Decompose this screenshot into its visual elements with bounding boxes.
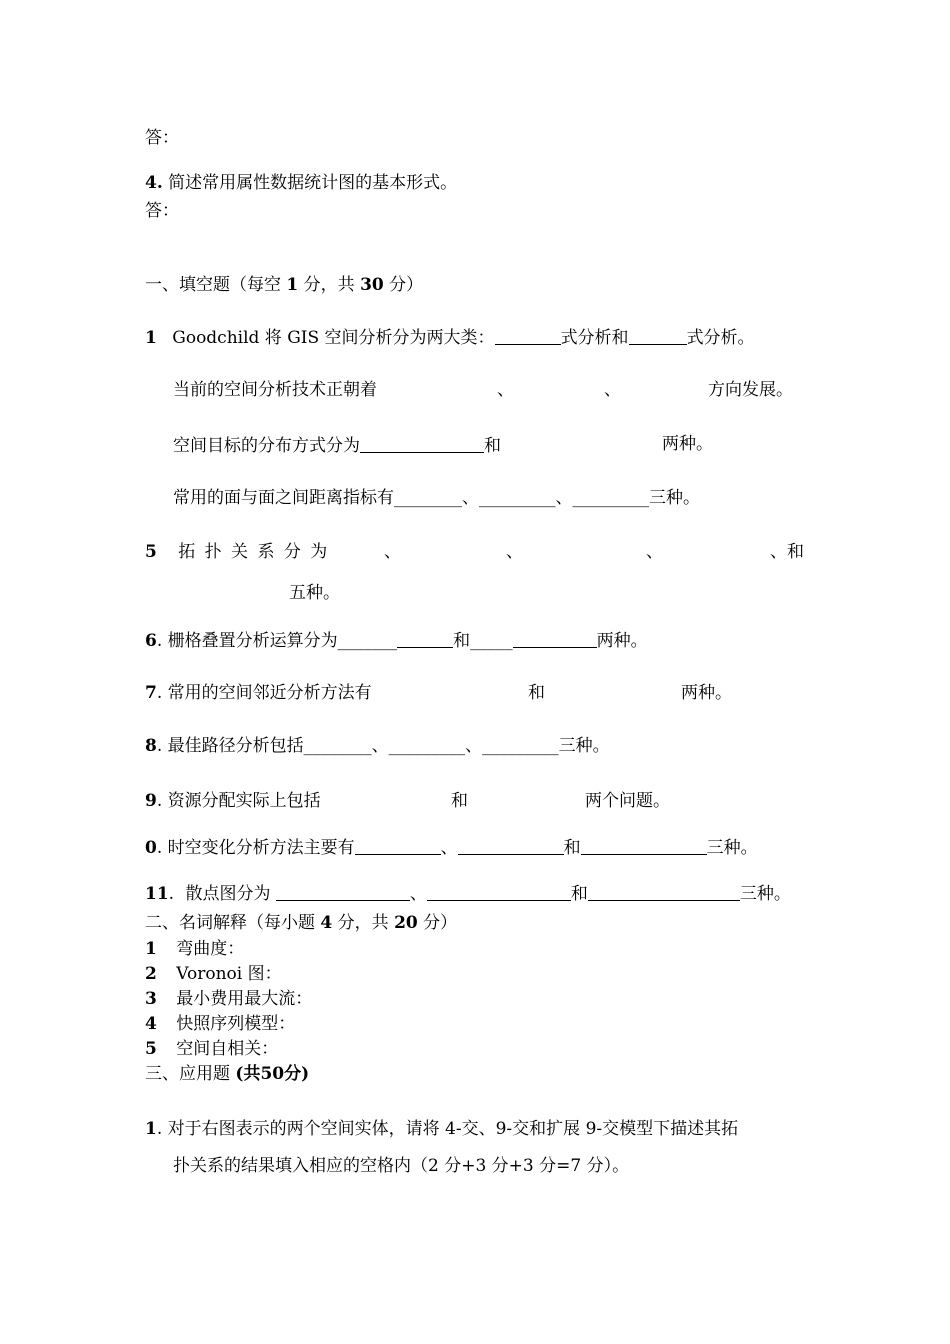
fill-1-text: 和 — [484, 436, 501, 456]
section-2-title-text: 分，共 — [337, 913, 389, 933]
fill-8-dot: . — [156, 736, 163, 756]
fill-1-blank-2[interactable] — [629, 328, 687, 345]
fill-10-text: 时空变化分析方法主要有 — [167, 838, 355, 858]
fill-11-text: 三种。 — [739, 884, 791, 904]
fill-10-blank-3[interactable] — [581, 838, 707, 855]
fill-6-blank-1a[interactable]: _______ — [337, 631, 398, 651]
fill-5-separator: 、 — [646, 542, 663, 562]
fill-11-blank-1[interactable] — [276, 884, 410, 901]
fill-5-number: 5 — [145, 542, 157, 562]
fill-1-line-2: 当前的空间分析技术正朝着 — [173, 380, 377, 400]
fill-9-text: 资源分配实际上包括 — [167, 791, 321, 811]
term-item — [145, 1016, 295, 1033]
fill-8-blank-1[interactable]: ________ — [303, 736, 372, 756]
term-text: Voronoi 图： — [176, 964, 282, 984]
section-1-points-per-blank: 1 — [286, 275, 299, 295]
fill-7-dot: . — [156, 683, 163, 703]
fill-1-separator: 、 — [555, 488, 573, 508]
fill-7-number: 7 — [145, 683, 157, 703]
section-1-total-points: 30 — [360, 275, 384, 295]
fill-1-text: 式分析。 — [686, 328, 755, 348]
fill-1-line-3 — [173, 436, 501, 455]
fill-6-blank-2b[interactable] — [513, 631, 597, 648]
fill-6-text: 栅格叠置分析运算分为 — [167, 631, 338, 651]
fill-10-text: 三种。 — [706, 838, 758, 858]
section-3-title-text: 分) — [284, 1064, 310, 1084]
fill-7-text: 两种。 — [681, 683, 732, 703]
section-3-title-text: (共 — [235, 1064, 261, 1084]
fill-5-tail: 五种。 — [289, 583, 340, 603]
fill-1-number: 1 — [145, 328, 157, 348]
fill-8-blank-3[interactable]: _________ — [482, 736, 559, 756]
app-1-text-line-2: 扑关系的结果填入相应的空格内（2 分+3 分+3 分=7 分）。 — [173, 1156, 630, 1176]
term-number: 3 — [145, 989, 157, 1009]
fill-10-blank-1[interactable] — [355, 838, 441, 855]
section-3-title-text: 三、应用题 — [145, 1064, 230, 1084]
fill-11-number: 11 — [145, 884, 169, 904]
app-1-text-line-1: 对于右图表示的两个空间实体，请将 4-交、9-交和扩展 9-交模型下描述其拓 — [167, 1119, 739, 1139]
fill-1-text: 空间目标的分布方式分为 — [173, 436, 360, 456]
term-number: 4 — [145, 1014, 157, 1034]
fill-11-text: 散点图分为 — [185, 884, 271, 904]
fill-question-11 — [145, 884, 791, 903]
fill-6-number: 6 — [145, 631, 157, 651]
term-number: 5 — [145, 1039, 157, 1059]
question-4-text: 简述常用属性数据统计图的基本形式。 — [168, 173, 458, 193]
fill-1-blank-3[interactable] — [360, 436, 484, 453]
term-text: 空间自相关： — [176, 1039, 279, 1059]
question-4-answer: 答： — [145, 201, 179, 221]
term-number: 2 — [145, 964, 157, 984]
fill-7-text: 常用的空间邻近分析方法有 — [167, 683, 372, 703]
answer-label: 答： — [145, 128, 179, 148]
fill-1-text: 两种。 — [662, 434, 713, 454]
section-2-points-each: 4 — [320, 913, 333, 933]
fill-5-text: 拓 扑 关 系 分 为 — [178, 542, 330, 562]
fill-1-blank-1[interactable] — [495, 328, 561, 345]
fill-1-blank-5[interactable]: _________ — [479, 488, 556, 508]
fill-8-text: 三种。 — [558, 736, 610, 756]
section-1-title — [145, 277, 423, 294]
term-item — [145, 991, 312, 1008]
fill-1-separator: 、 — [462, 488, 479, 508]
term-item — [145, 1041, 278, 1058]
fill-question-1 — [145, 328, 755, 347]
app-1-dot: . — [156, 1119, 163, 1139]
fill-11-separator: 、 — [409, 884, 427, 904]
app-1-number: 1 — [145, 1119, 157, 1139]
fill-9-number: 9 — [145, 791, 157, 811]
fill-question-5 — [145, 544, 329, 561]
fill-10-text: 和 — [563, 838, 581, 858]
section-2-title — [145, 915, 457, 932]
fill-1-text: 方向发展。 — [708, 380, 793, 400]
fill-6-text: 两种。 — [596, 631, 648, 651]
section-2-title-text: 分） — [423, 913, 458, 933]
fill-9-text: 两个问题。 — [585, 791, 670, 811]
fill-11-blank-2[interactable] — [427, 884, 571, 901]
fill-11-text: 和 — [570, 884, 588, 904]
term-text: 弯曲度： — [176, 939, 245, 959]
fill-6-blank-2a[interactable]: _____ — [470, 631, 513, 651]
fill-1-line-4 — [173, 490, 700, 507]
section-3-title — [145, 1066, 309, 1083]
fill-8-separator: 、 — [371, 736, 389, 756]
fill-question-8 — [145, 738, 610, 755]
term-item — [145, 941, 244, 958]
question-4-number: 4. — [145, 173, 163, 193]
section-1-title-text: 分，共 — [303, 275, 355, 295]
fill-1-blank-6[interactable]: _________ — [572, 488, 649, 508]
term-number: 1 — [145, 939, 157, 959]
fill-5-separator: 、和 — [770, 542, 804, 562]
fill-8-blank-2[interactable]: _________ — [388, 736, 466, 756]
fill-10-separator: 、 — [440, 838, 458, 858]
section-2-total-points: 20 — [394, 913, 418, 933]
application-question-1 — [145, 1121, 738, 1138]
fill-10-dot: . — [156, 838, 163, 858]
section-2-title-text: 二、名词解释（每小题 — [145, 913, 315, 933]
fill-1-separator: 、 — [604, 380, 621, 400]
fill-8-separator: 、 — [465, 736, 483, 756]
fill-8-text: 最佳路径分析包括 — [167, 736, 304, 756]
fill-1-text: Goodchild 将 GIS 空间分析分为两大类： — [172, 328, 495, 348]
fill-question-7 — [145, 685, 372, 702]
term-text: 最小费用最大流： — [176, 989, 313, 1009]
fill-6-dot: . — [156, 631, 163, 651]
fill-question-9 — [145, 793, 321, 810]
fill-6-blank-1b[interactable] — [397, 631, 453, 648]
fill-1-text: 三种。 — [649, 488, 700, 508]
fill-question-6 — [145, 631, 648, 650]
section-3-total-points: 50 — [260, 1064, 285, 1084]
section-1-title-text: 一、填空题（每空 — [145, 275, 281, 295]
term-text: 快照序列模型： — [176, 1014, 296, 1034]
section-1-title-text: 分） — [389, 275, 424, 295]
fill-9-text: 和 — [451, 791, 468, 811]
fill-6-text: 和 — [453, 631, 471, 651]
fill-1-text: 式分析和 — [560, 328, 629, 348]
fill-5-separator: 、 — [506, 542, 523, 562]
term-item — [145, 966, 282, 983]
fill-8-number: 8 — [145, 736, 157, 756]
fill-11-dot: . — [168, 884, 175, 904]
fill-question-10 — [145, 838, 758, 857]
question-4 — [145, 175, 457, 192]
fill-9-dot: . — [156, 791, 163, 811]
fill-10-blank-2[interactable] — [458, 838, 564, 855]
fill-1-text: 常用的面与面之间距离指标有 — [173, 488, 394, 508]
fill-7-text: 和 — [528, 683, 545, 703]
fill-5-separator: 、 — [384, 542, 401, 562]
fill-11-blank-3[interactable] — [588, 884, 740, 901]
fill-1-blank-4[interactable]: ________ — [394, 488, 462, 508]
fill-1-separator: 、 — [497, 380, 514, 400]
fill-10-number: 0 — [145, 838, 157, 858]
